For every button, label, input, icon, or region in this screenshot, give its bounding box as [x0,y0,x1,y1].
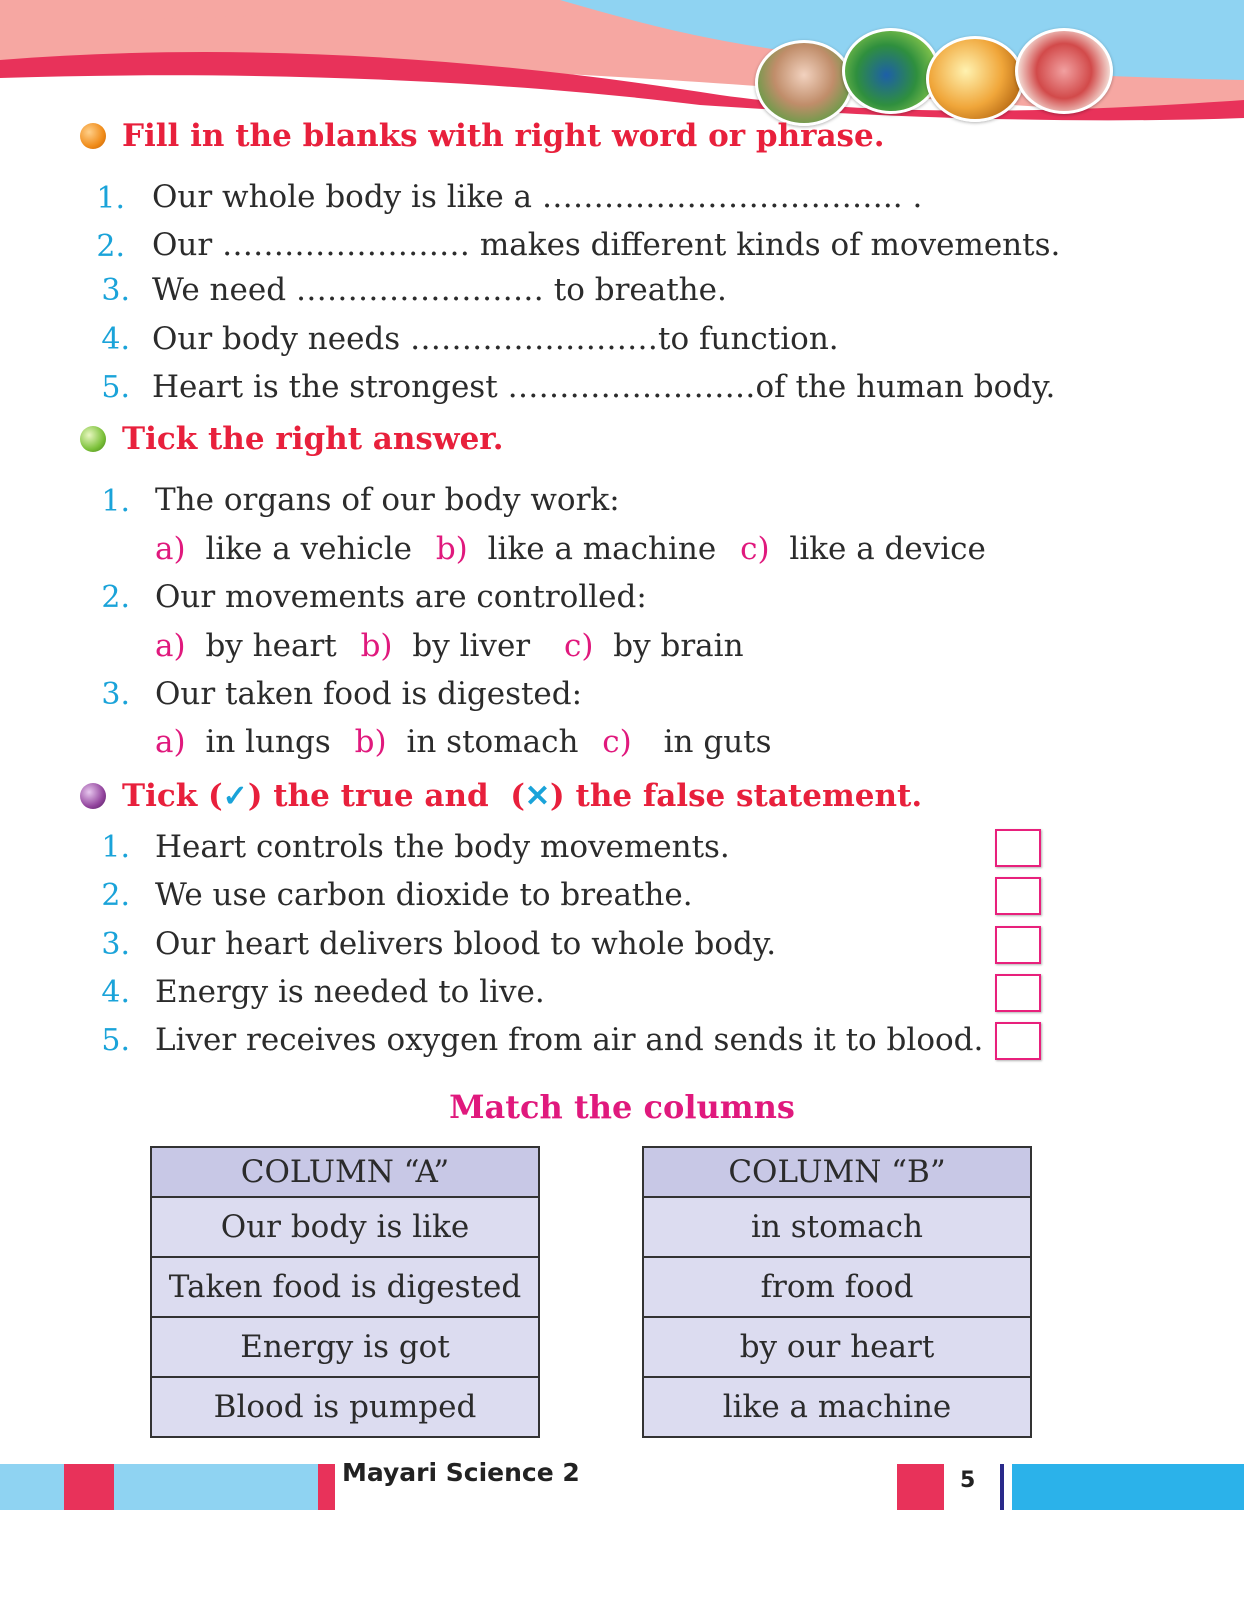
option-label: b) [354,724,387,760]
true-false-heading [80,778,922,814]
column-a-cell[interactable]: Blood is pumped [151,1377,539,1437]
column-a-cell[interactable]: Energy is got [151,1317,539,1377]
statement-text: Liver receives oxygen from air and sends it to blood. [155,1022,984,1058]
match-columns-title: Match the columns [449,1088,795,1126]
question-text: Our taken food is digested: [155,676,583,712]
answer-checkbox[interactable] [995,1022,1041,1060]
fill-blank-item: We need …………………… to breathe. [152,272,727,308]
thermometer-sun-photo [926,36,1024,122]
statement-text: Heart controls the body movements. [155,829,730,865]
tick-right-heading-text: Tick the right answer. [122,421,504,457]
green-bullet-icon [80,426,106,452]
answer-checkbox[interactable] [995,877,1041,915]
statement-number: 4. [101,975,130,1010]
true-false-heading-prefix: Tick ( [122,778,223,814]
question-options [155,724,772,760]
question-number: 1. [101,484,130,519]
column-b-cell[interactable]: from food [643,1257,1031,1317]
option-text[interactable]: in lungs [205,724,331,760]
fill-blanks-heading [80,118,885,154]
answer-checkbox[interactable] [995,974,1041,1012]
statement-text: Our heart delivers blood to whole body. [155,926,777,962]
tick-right-heading [80,421,504,457]
human-organs-photo [1015,28,1113,114]
banner-photos [770,40,1140,130]
option-label: c) [740,531,770,567]
fill-blank-item: Heart is the strongest ……………………of the human body. [152,369,1056,405]
cross-mark-icon: ✕ [524,778,551,814]
question-number: 3. [101,677,130,712]
column-b-table [642,1146,1032,1438]
column-b-header: COLUMN “B” [643,1147,1031,1197]
option-label: c) [563,628,594,664]
question-number: 2. [101,580,130,615]
option-text[interactable]: in stomach [406,724,579,760]
fill-blank-number: 5. [101,370,130,405]
answer-checkbox[interactable] [995,829,1041,867]
option-label: b) [435,531,468,567]
fill-blank-number: 3. [101,273,130,308]
statement-number: 1. [101,830,130,865]
statement-text: Energy is needed to live. [155,974,545,1010]
question-options [155,628,744,664]
option-label: a) [155,724,186,760]
question-options [155,531,986,567]
fill-blanks-heading-text: Fill in the blanks with right word or phrase. [122,118,885,154]
question-text: The organs of our body work: [155,482,620,518]
fill-blank-item: Our body needs ……………………to function. [152,321,839,357]
column-b-cell[interactable]: like a machine [643,1377,1031,1437]
column-a-cell[interactable]: Our body is like [151,1197,539,1257]
true-false-heading-suffix: ) the false statement. [550,778,923,814]
option-text[interactable]: like a vehicle [205,531,412,567]
fill-blank-number: 2. [96,229,125,264]
option-text[interactable]: by brain [613,628,744,664]
option-label: a) [155,531,186,567]
statement-number: 2. [101,878,130,913]
statement-number: 3. [101,927,130,962]
fill-blank-item: Our whole body is like a …………………………….. . [152,179,923,215]
column-a-cell[interactable]: Taken food is digested [151,1257,539,1317]
true-false-heading-mid: ) the true and ( [247,778,525,814]
option-text[interactable]: by liver [412,628,531,664]
statement-number: 5. [101,1023,130,1058]
option-label: a) [155,628,186,664]
fill-blank-number: 1. [96,181,125,216]
fill-blank-number: 4. [101,322,130,357]
orange-bullet-icon [80,123,106,149]
option-label: c) [602,724,632,760]
question-text: Our movements are controlled: [155,579,647,615]
column-a-table [150,1146,540,1438]
page-number: 5 [960,1468,976,1493]
peacock-photo [842,28,940,114]
option-text[interactable]: like a machine [487,531,717,567]
option-text[interactable]: by heart [205,628,337,664]
book-title: Mayari Science 2 [342,1458,580,1487]
child-smelling-flower-photo [755,40,853,126]
option-text[interactable]: in guts [663,724,772,760]
column-b-cell[interactable]: in stomach [643,1197,1031,1257]
purple-bullet-icon [80,783,106,809]
option-text[interactable]: like a device [789,531,986,567]
footer-bar [0,1460,1244,1512]
column-b-cell[interactable]: by our heart [643,1317,1031,1377]
column-a-header: COLUMN “A” [151,1147,539,1197]
fill-blank-item: Our …………………… makes different kinds of movements. [152,227,1061,263]
option-label: b) [360,628,393,664]
tick-mark-icon: ✓ [222,778,248,814]
answer-checkbox[interactable] [995,926,1041,964]
statement-text: We use carbon dioxide to breathe. [155,877,693,913]
